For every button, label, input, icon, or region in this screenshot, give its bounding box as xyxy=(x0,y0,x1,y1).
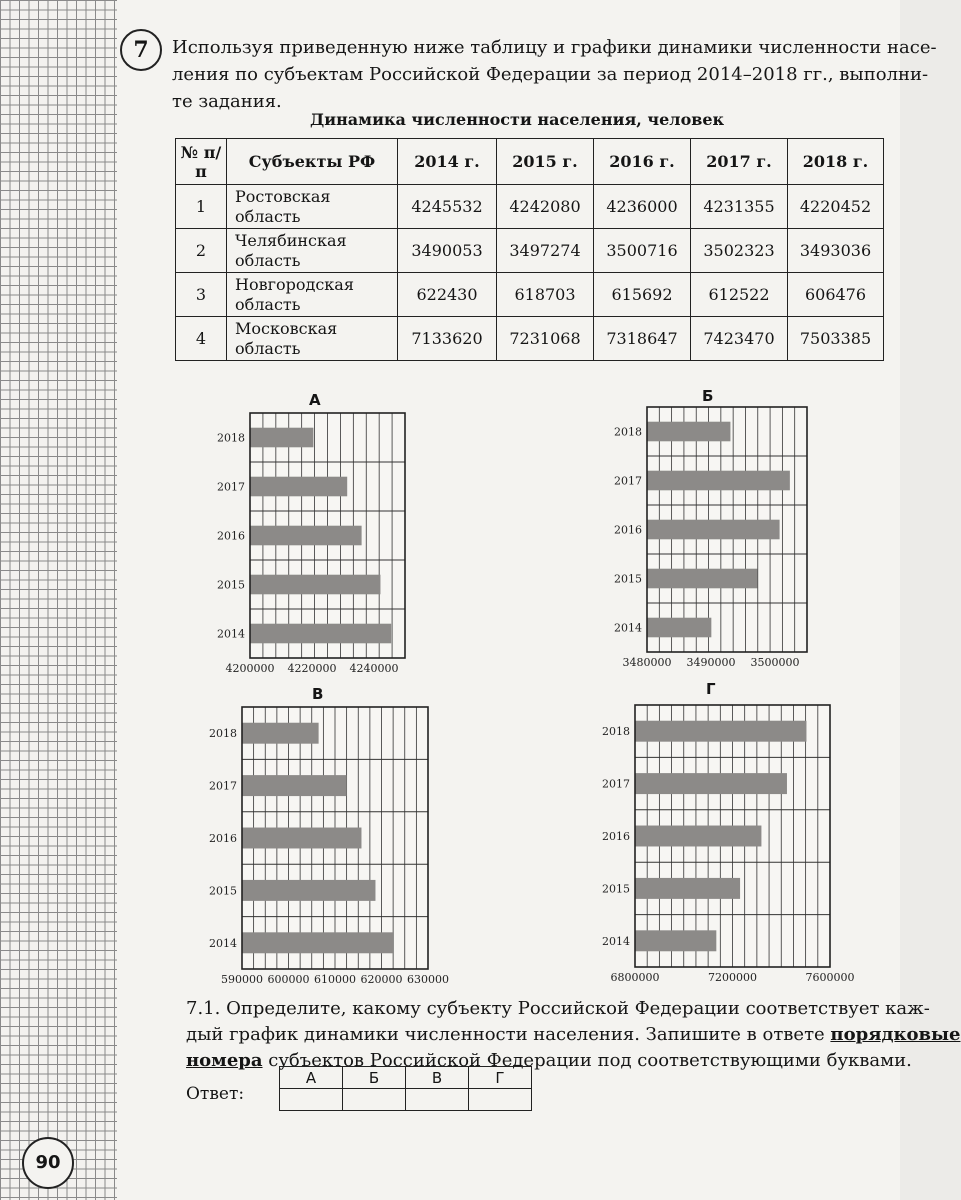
question-emphasis: номера xyxy=(186,1050,263,1071)
x-tick-label: 6800000 xyxy=(610,971,660,984)
answer-input-row xyxy=(280,1089,532,1111)
table-header-row xyxy=(176,139,884,185)
bar-2015 xyxy=(647,569,758,589)
subject-line: Ростовская xyxy=(235,186,331,206)
cell-value: 618703 xyxy=(497,273,594,317)
answer-cell-v[interactable] xyxy=(406,1089,469,1111)
subject-line: область xyxy=(235,294,301,314)
bar-2016 xyxy=(250,526,362,546)
table-row xyxy=(176,185,884,229)
header-2014: 2014 г. xyxy=(398,139,497,185)
chart-a xyxy=(200,408,430,683)
bar-2017 xyxy=(242,775,347,796)
row-subject xyxy=(227,317,398,361)
question-line xyxy=(186,1022,961,1048)
bar-2017 xyxy=(250,477,347,497)
bar-2017 xyxy=(635,773,787,794)
cell-value: 3497274 xyxy=(497,229,594,273)
x-tick-label: 590000 xyxy=(221,973,263,986)
task-statement xyxy=(172,34,937,115)
bar-2014 xyxy=(635,930,716,951)
table-row xyxy=(176,317,884,361)
bar-2016 xyxy=(647,520,780,540)
x-tick-label: 610000 xyxy=(314,973,356,986)
chart-v-title: В xyxy=(312,685,324,703)
subject-line: Московская xyxy=(235,318,338,338)
cell-value: 7503385 xyxy=(788,317,884,361)
x-tick-label: 7600000 xyxy=(805,971,855,984)
category-label-2017: 2017 xyxy=(602,777,630,791)
category-label-2018: 2018 xyxy=(614,425,642,439)
cell-value: 7423470 xyxy=(691,317,788,361)
answer-table xyxy=(279,1066,532,1111)
category-label-2015: 2015 xyxy=(209,884,237,898)
bar-2018 xyxy=(635,721,806,742)
row-subject xyxy=(227,229,398,273)
cell-value: 4245532 xyxy=(398,185,497,229)
cell-value: 3493036 xyxy=(788,229,884,273)
x-tick-label: 3480000 xyxy=(622,656,672,669)
category-label-2018: 2018 xyxy=(209,727,237,741)
bar-2016 xyxy=(635,826,761,847)
x-tick-label: 4220000 xyxy=(287,662,337,675)
category-label-2017: 2017 xyxy=(217,480,245,494)
x-tick-label: 3500000 xyxy=(750,656,800,669)
table-row xyxy=(176,273,884,317)
answer-letters-row xyxy=(280,1067,532,1089)
bar-2018 xyxy=(250,428,313,448)
bar-2014 xyxy=(242,932,393,953)
chart-g xyxy=(590,700,855,985)
task-statement-line: Используя приведенную ниже таблицу и графики динамики численности насе- xyxy=(172,37,937,58)
chart-g-title: Г xyxy=(706,680,716,698)
answer-letter: А xyxy=(280,1067,343,1089)
header-2016: 2016 г. xyxy=(594,139,691,185)
header-2017: 2017 г. xyxy=(691,139,788,185)
question-text: субъектов Российской Федерации под соответствующими буквами. xyxy=(262,1050,912,1071)
header-2018: 2018 г. xyxy=(788,139,884,185)
row-subject xyxy=(227,273,398,317)
row-number: 4 xyxy=(176,317,227,361)
chart-v xyxy=(195,702,449,987)
x-tick-label: 630000 xyxy=(407,973,449,986)
answer-cell-g[interactable] xyxy=(469,1089,532,1111)
x-tick-label: 4240000 xyxy=(349,662,399,675)
x-tick-label: 3490000 xyxy=(686,656,736,669)
category-label-2014: 2014 xyxy=(602,934,630,948)
category-label-2016: 2016 xyxy=(614,523,642,537)
cell-value: 622430 xyxy=(398,273,497,317)
subject-line: область xyxy=(235,206,301,226)
chart-b-title: Б xyxy=(702,387,714,405)
cell-value: 4231355 xyxy=(691,185,788,229)
task-statement-line: те задания. xyxy=(172,91,282,112)
category-label-2016: 2016 xyxy=(217,529,245,543)
cell-value: 7231068 xyxy=(497,317,594,361)
cell-value: 615692 xyxy=(594,273,691,317)
cell-value: 3490053 xyxy=(398,229,497,273)
subject-line: область xyxy=(235,250,301,270)
page-number: 90 xyxy=(22,1137,74,1189)
category-label-2014: 2014 xyxy=(209,936,237,950)
category-label-2015: 2015 xyxy=(602,882,630,896)
row-number: 3 xyxy=(176,273,227,317)
bar-2014 xyxy=(647,618,711,638)
x-tick-label: 600000 xyxy=(267,973,310,986)
cell-value: 3500716 xyxy=(594,229,691,273)
x-tick-label: 620000 xyxy=(360,973,403,986)
cell-value: 612522 xyxy=(691,273,788,317)
header-number: № п/п xyxy=(176,139,227,185)
bar-2015 xyxy=(635,878,740,899)
category-label-2017: 2017 xyxy=(614,474,642,488)
cell-value: 3502323 xyxy=(691,229,788,273)
bar-2018 xyxy=(242,723,319,744)
category-label-2015: 2015 xyxy=(217,578,245,592)
category-label-2014: 2014 xyxy=(614,621,642,635)
category-label-2014: 2014 xyxy=(217,627,245,641)
x-tick-label: 7200000 xyxy=(708,971,757,984)
answer-cell-a[interactable] xyxy=(280,1089,343,1111)
cell-value: 4220452 xyxy=(788,185,884,229)
header-2015: 2015 г. xyxy=(497,139,594,185)
cell-value: 4242080 xyxy=(497,185,594,229)
category-label-2018: 2018 xyxy=(217,431,245,445)
question-emphasis: порядковые xyxy=(830,1024,961,1045)
chart-a-title: А xyxy=(309,391,321,409)
row-number: 2 xyxy=(176,229,227,273)
answer-letter: В xyxy=(406,1067,469,1089)
task-number-badge: 7 xyxy=(120,29,162,71)
bar-2015 xyxy=(242,880,375,901)
category-label-2017: 2017 xyxy=(209,779,237,793)
row-number: 1 xyxy=(176,185,227,229)
cell-value: 606476 xyxy=(788,273,884,317)
question-7-1 xyxy=(186,996,961,1074)
category-label-2015: 2015 xyxy=(614,572,642,586)
header-subject: Субъекты РФ xyxy=(227,139,398,185)
subject-line: Новгородская xyxy=(235,274,354,294)
answer-cell-b[interactable] xyxy=(343,1089,406,1111)
cell-value: 4236000 xyxy=(594,185,691,229)
category-label-2016: 2016 xyxy=(602,830,630,843)
cell-value: 7318647 xyxy=(594,317,691,361)
task-statement-line: ления по субъектам Российской Федерации за период 2014–2018 гг., выполни- xyxy=(172,64,929,85)
table-title: Динамика численности населения, человек xyxy=(310,110,725,129)
bar-2015 xyxy=(250,575,380,595)
answer-letter: Г xyxy=(469,1067,532,1089)
question-line: 7.1. Определите, какому субъекту Российской Федерации соответствует каж- xyxy=(186,998,930,1019)
table-row xyxy=(176,229,884,273)
cell-value: 7133620 xyxy=(398,317,497,361)
x-tick-label: 4200000 xyxy=(225,662,275,675)
answer-label: Ответ: xyxy=(186,1084,245,1104)
subject-line: область xyxy=(235,338,301,358)
bar-2016 xyxy=(242,828,361,849)
category-label-2016: 2016 xyxy=(209,832,237,845)
category-label-2018: 2018 xyxy=(602,725,630,739)
answer-letter: Б xyxy=(343,1067,406,1089)
population-table xyxy=(175,138,884,361)
graph-paper-margin xyxy=(0,0,117,1200)
bar-2014 xyxy=(250,624,391,644)
bar-2018 xyxy=(647,422,730,442)
chart-b xyxy=(600,402,840,677)
question-text: дый график динамики численности населения. Запишите в ответе xyxy=(186,1024,831,1045)
subject-line: Челябинская xyxy=(235,230,347,250)
row-subject xyxy=(227,185,398,229)
bar-2017 xyxy=(647,471,790,491)
